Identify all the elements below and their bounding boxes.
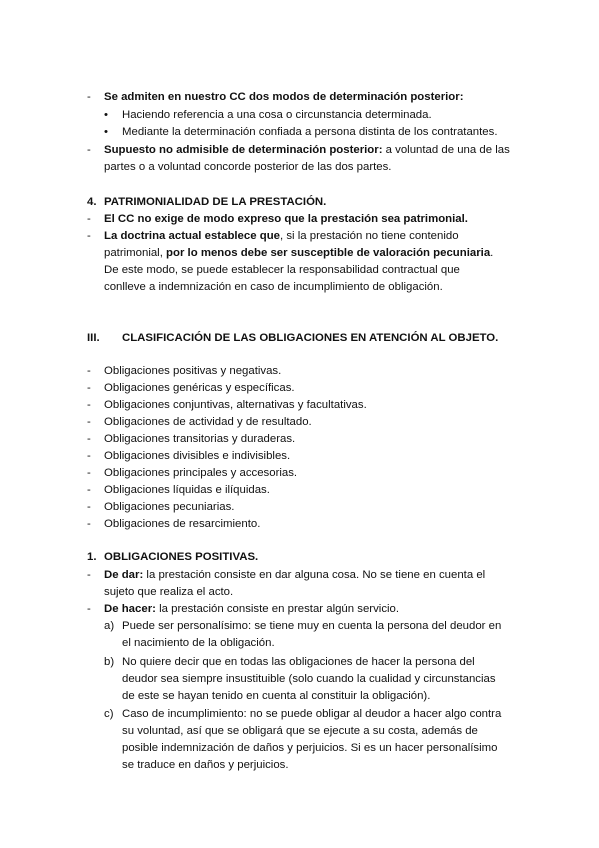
dash-marker: - [87, 230, 91, 242]
dash-marker: - [87, 450, 91, 462]
bold-text: Supuesto no admisible de determinación posterior: [104, 144, 383, 156]
heading-text: CLASIFICACIÓN DE LAS OBLIGACIONES EN ATENCIÓN AL OBJETO. [122, 332, 499, 344]
dash-marker: - [87, 365, 91, 377]
dash-marker: - [87, 501, 91, 513]
text: su voluntad, así que se obligará que se ejecute a su costa, además de [122, 725, 478, 737]
text: deudor sea siempre insustituible (solo cuando la cualidad y circunstancias [122, 673, 496, 685]
text: conlleve a indemnización en caso de incumplimiento de obligación. [104, 281, 443, 293]
text: a voluntad de una de las [382, 144, 510, 156]
bullet-marker: • [104, 126, 108, 138]
text: la prestación consiste en prestar algún servicio. [155, 603, 400, 615]
roman-numeral: III. [87, 332, 100, 344]
text: Haciendo referencia a una cosa o circunstancia determinada. [122, 109, 432, 121]
text: Obligaciones líquidas e ilíquidas. [104, 484, 270, 496]
text: Obligaciones genéricas y específicas. [104, 382, 295, 394]
bullet-marker: • [104, 109, 108, 121]
dash-marker: - [87, 603, 91, 615]
text: Obligaciones pecuniarias. [104, 501, 235, 513]
item-label: c) [104, 708, 114, 720]
dash-marker: - [87, 144, 91, 156]
text: Obligaciones conjuntivas, alternativas y facultativas. [104, 399, 367, 411]
heading-number: 1. [87, 551, 97, 563]
text: Caso de incumplimiento: no se puede obligar al deudor a hacer algo contra [122, 708, 502, 720]
bold-text: por lo menos debe ser susceptible de valoración pecuniaria [166, 247, 491, 259]
heading-text: PATRIMONIALIDAD DE LA PRESTACIÓN. [104, 196, 327, 208]
text: Obligaciones de resarcimiento. [104, 518, 261, 530]
dash-marker: - [87, 91, 91, 103]
heading-number: 4. [87, 196, 97, 208]
text: . [490, 247, 494, 259]
text: sujeto que realiza el acto. [104, 586, 234, 598]
dash-marker: - [87, 382, 91, 394]
text: De este modo, se puede establecer la responsabilidad contractual que [104, 264, 460, 276]
bold-text: De dar: [104, 569, 144, 581]
bold-text: De hacer: [104, 603, 156, 615]
text: posible indemnización de daños y perjuicios. Si es un hacer personalísimo [122, 742, 498, 754]
dash-marker: - [87, 213, 91, 225]
text: Obligaciones transitorias y duraderas. [104, 433, 296, 445]
dash-marker: - [87, 569, 91, 581]
bold-text: El CC no exige de modo expreso que la prestación sea patrimonial. [104, 213, 468, 225]
text: Obligaciones de actividad y de resultado. [104, 416, 312, 428]
text: , si la prestación no tiene contenido [279, 230, 459, 242]
dash-marker: - [87, 433, 91, 445]
bold-text: Se admiten en nuestro CC dos modos de determinación posterior: [104, 91, 464, 103]
text: Obligaciones divisibles e indivisibles. [104, 450, 291, 462]
text: partes o a voluntad concorde posterior de las dos partes. [104, 161, 392, 173]
dash-marker: - [87, 467, 91, 479]
text: patrimonial, [104, 247, 167, 259]
dash-marker: - [87, 518, 91, 530]
item-label: a) [104, 620, 115, 632]
text: Mediante la determinación confiada a persona distinta de los contratantes. [122, 126, 498, 138]
text: No quiere decir que en todas las obligaciones de hacer la persona del [122, 656, 475, 668]
text: la prestación consiste en dar alguna cosa. No se tiene en cuenta el [143, 569, 486, 581]
heading-text: OBLIGACIONES POSITIVAS. [104, 551, 259, 563]
dash-marker: - [87, 416, 91, 428]
text: Obligaciones positivas y negativas. [104, 365, 282, 377]
item-label: b) [104, 656, 115, 668]
dash-marker: - [87, 484, 91, 496]
dash-marker: - [87, 399, 91, 411]
text: Obligaciones principales y accesorias. [104, 467, 298, 479]
text: se traduce en daños y perjuicios. [122, 759, 289, 771]
text: Puede ser personalísimo: se tiene muy en cuenta la persona del deudor en [122, 620, 502, 632]
bold-text: La doctrina actual establece que [104, 230, 280, 242]
text: el nacimiento de la obligación. [122, 637, 275, 649]
text: de este se hayan tenido en cuenta al constituir la obligación). [122, 690, 431, 702]
